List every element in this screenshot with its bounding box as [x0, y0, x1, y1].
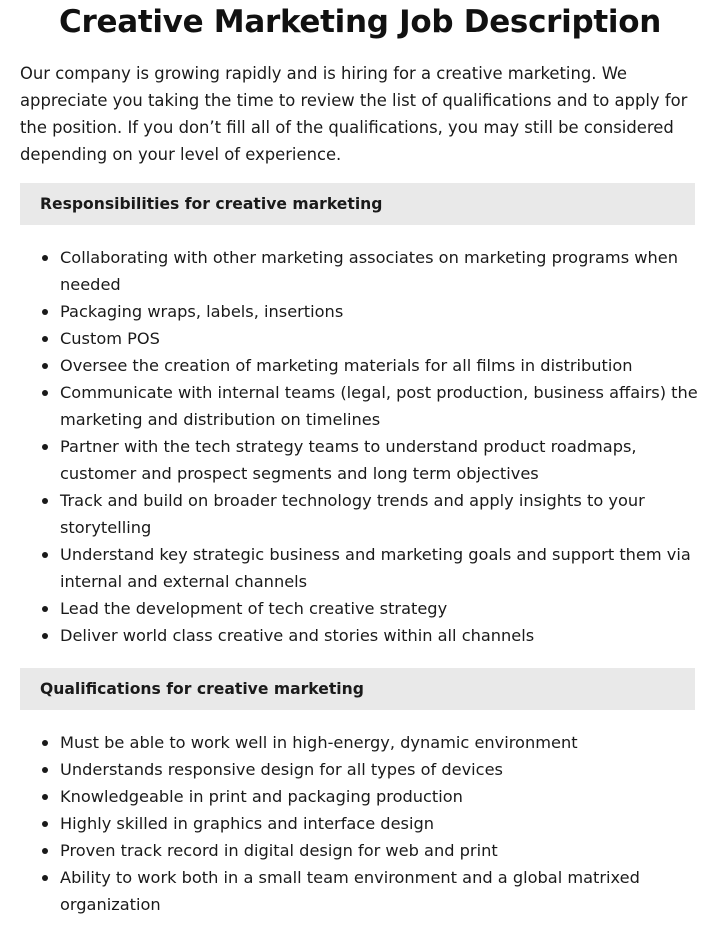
list-item: Track and build on broader technology trends and apply insights to your storytelling	[20, 487, 700, 541]
list-item: Knowledgeable in print and packaging production	[20, 783, 700, 810]
list-item: Deliver world class creative and stories within all channels	[20, 622, 700, 649]
responsibilities-list	[20, 244, 700, 649]
intro-paragraph: Our company is growing rapidly and is hiring for a creative marketing. We appreciate you taking the time to review the list of qualifications and to apply for the position. If you don’t fill all of the qualifications, you may still be considered depending on your level of experience.	[20, 64, 688, 164]
list-item: Understands responsive design for all types of devices	[20, 756, 700, 783]
responsibilities-heading	[20, 183, 695, 225]
qualifications-heading-text: Qualifications for creative marketing	[40, 680, 364, 698]
list-item: Highly skilled in graphics and interface design	[20, 810, 700, 837]
list-item: Communicate with internal teams (legal, post production, business affairs) the marketing and distribution on timelines	[20, 379, 700, 433]
responsibilities-heading-text: Responsibilities for creative marketing	[40, 195, 383, 213]
list-item: Lead the development of tech creative strategy	[20, 595, 700, 622]
list-item: Understand key strategic business and marketing goals and support them via internal and external channels	[20, 541, 700, 595]
page-title: Creative Marketing Job Description	[59, 4, 661, 40]
qualifications-list	[20, 729, 700, 918]
list-item: Custom POS	[20, 325, 700, 352]
list-item: Packaging wraps, labels, insertions	[20, 298, 700, 325]
list-item: Ability to work both in a small team environment and a global matrixed organization	[20, 864, 700, 918]
list-item: Must be able to work well in high-energy, dynamic environment	[20, 729, 700, 756]
list-item: Collaborating with other marketing associates on marketing programs when needed	[20, 244, 700, 298]
qualifications-heading	[20, 668, 695, 710]
list-item: Oversee the creation of marketing materials for all films in distribution	[20, 352, 700, 379]
list-item: Proven track record in digital design for web and print	[20, 837, 700, 864]
list-item: Partner with the tech strategy teams to understand product roadmaps, customer and prospect segments and long term objectives	[20, 433, 700, 487]
